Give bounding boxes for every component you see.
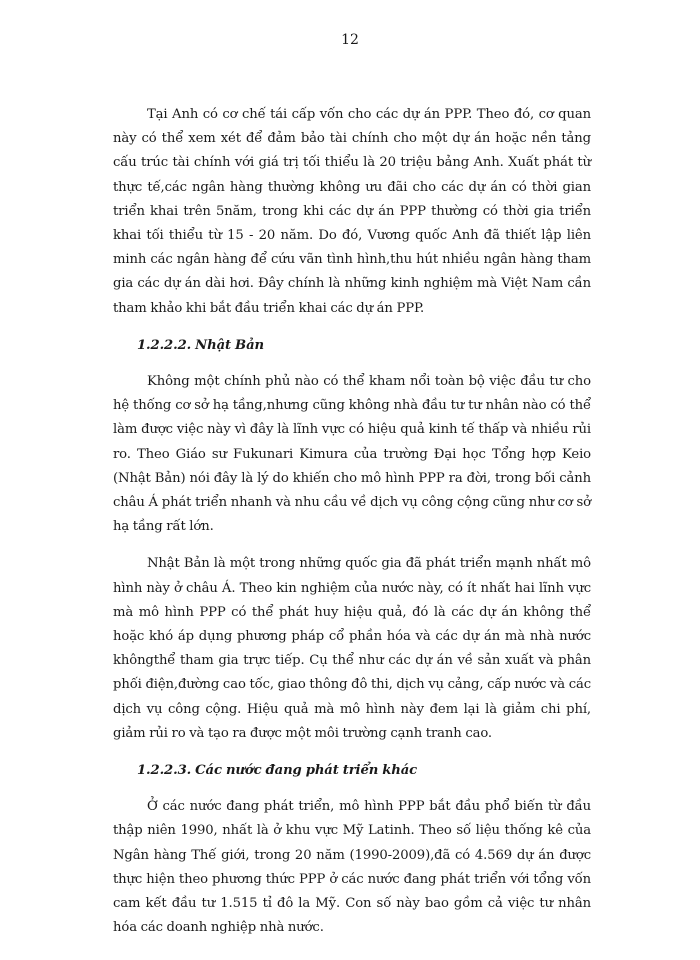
paragraph-japan-intro: Không một chính phủ nào có thể kham nổi toàn bộ việc đầu tư cho hệ thống cơ sở hạ tầng,nhưng cũng không nhà đầu tư tư nhân nào có thể làm được việc này vì đây là lĩnh vực có hiệu quả kinh tế thấp và nhiều rủi ro. Theo Giáo sư Fukunari Kimura của trường Đại học Tổng hợp Keio (Nhật Bản) nói đây là lý do khiến cho mô hình PPP ra đời, trong bối cảnh châu Á phát triển nhanh và nhu cầu về dịch vụ công cộng cũng như cơ sở hạ tầng rất lớn.: [113, 374, 591, 535]
paragraph-japan-experience: Nhật Bản là một trong những quốc gia đã phát triển mạnh nhất mô hình này ở châu Á. Theo kin nghiệm của nước này, có ít nhất hai lĩnh vực mà mô hình PPP có thể phát huy hiệu quả, đó là các dự án không thể hoặc khó áp dụng phương pháp cổ phần hóa và các dự án mà nhà nước khôngthể tham gia trực tiếp. Cụ thể như các dự án về sản xuất và phân phối điện,đường cao tốc, giao thông đô thi, dịch vụ cảng, cấp nước và các dịch vụ công cộng. Hiệu quả mà mô hình này đem lại là giảm chi phí, giảm rủi ro và tạo ra được một môi trường cạnh tranh cao.: [113, 556, 591, 741]
page-number: 12: [341, 32, 359, 48]
document-body: [113, 103, 591, 954]
section-heading-japan: 1.2.2.2. Nhật Bản: [137, 337, 264, 353]
paragraph-uk-refinancing: Tại Anh có cơ chế tái cấp vốn cho các dự án PPP. Theo đó, cơ quan này có thể xem xét để đảm bảo tài chính cho một dự án hoặc nền tảng cấu trúc tài chính với giá trị tối thiểu là 20 triệu bảng Anh. Xuất phát từ thực tế,các ngân hàng thường không ưu đãi cho các dự án có thời gian triển khai trên 5năm, trong khi các dự án PPP thường có thời gia triển khai tối thiểu từ 15 - 20 năm. Do đó, Vương quốc Anh đã thiết lập liên minh các ngân hàng để cứu vãn tình hình,thu hút nhiều ngân hàng tham gia các dự án dài hơi. Đây chính là những kinh nghiệm mà Việt Nam cần tham khảo khi bắt đầu triển khai các dự án PPP.: [113, 107, 591, 316]
section-heading-developing-countries: 1.2.2.3. Các nước đang phát triển khác: [137, 763, 418, 779]
paragraph-developing-countries: Ở các nước đang phát triển, mô hình PPP bắt đầu phổ biến từ đầu thập niên 1990, nhất là ở khu vực Mỹ Latinh. Theo số liệu thống kê của Ngân hàng Thế giới, trong 20 năm (1990-2009),đã có 4.569 dự án được thực hiện theo phương thức PPP ở các nước đang phát triển với tổng vốn cam kết đầu tư 1.515 tỉ đô la Mỹ. Con số này bao gồm cả việc tư nhân hóa các doanh nghiệp nhà nước.: [113, 799, 591, 936]
